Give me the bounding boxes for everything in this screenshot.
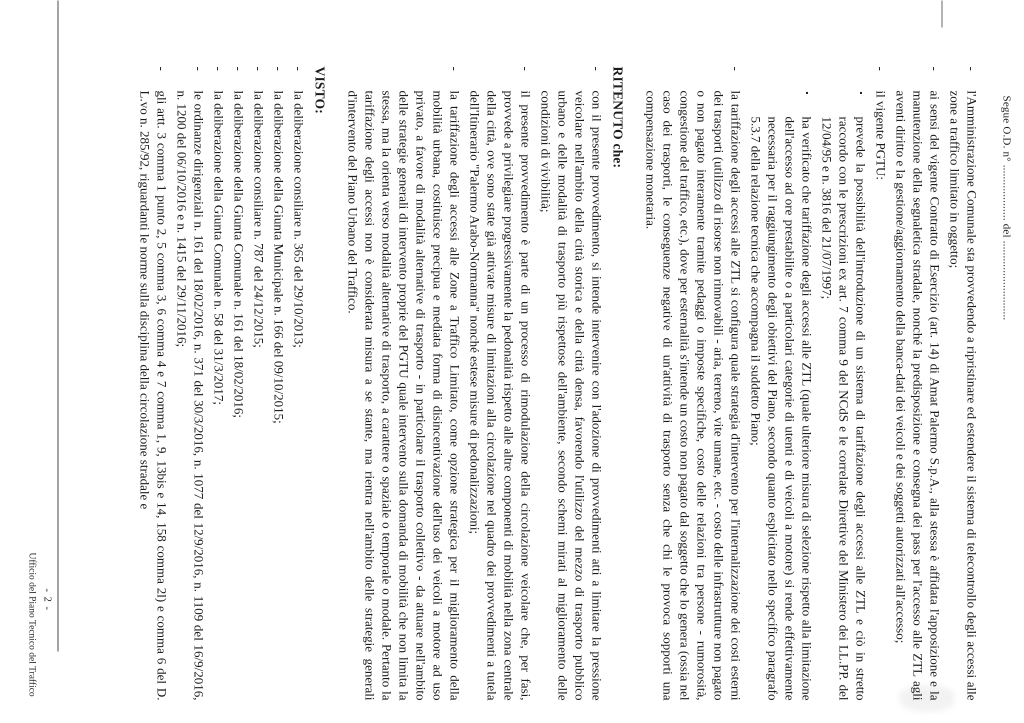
ritenuto-item — [344, 66, 463, 700]
premise-item — [892, 66, 943, 700]
visto-item — [270, 66, 287, 700]
visto-item — [230, 66, 247, 700]
premise-item — [946, 66, 980, 700]
dash-bullet-icon: - — [927, 66, 942, 71]
premise-item — [642, 66, 744, 700]
premise-text: la tariffazione degli accessi alle ZTL si configura quale strategia d'intervento per l'internalizzazione dei costi esterni dei trasporti (utilizzo di risorse non rinnovabili - aria, terreno, vite umane, etc. - costo delle infrastrutture non pagato o non pagato interamente tramite pedaggi o imposte specifiche, costo delle relazioni tra persone - rumorosità, congestione del traffico, etc.), dove per esternalità s'intende un costo non pagato dal soggetto che lo genera (ossia nel caso dei trasporti, le conseguenze negative di un'attività di trasporto senza che chi le provoca sopporti una compensazione monetaria. — [643, 90, 743, 700]
pgtu-subitem — [818, 91, 869, 700]
visto-item — [210, 66, 227, 700]
premise-text: ai sensi del vigente Contratto di Esercizio (art. 14) di Amat Palermo S.p.A., alla stessa è affidata l'apposizione e la manutenzione della segnaletica stradale, nonché la predisposizione e consegna dei pass per l'accesso alle ZTL agli aventi diritto e la gestione/aggiornamento della banca-dati dei veicoli e dei soggetti autorizzati all'accesso; — [893, 90, 942, 700]
dash-bullet-icon: - — [873, 66, 888, 71]
visto-text: la deliberazione della Giunta Comunale n. 58 del 31/3/2017; — [211, 90, 226, 405]
dash-bullet-icon: - — [447, 66, 462, 71]
dash-bullet-icon: - — [291, 66, 306, 71]
visto-text: la deliberazione consiliare n. 365 del 29/10/2013; — [291, 90, 306, 348]
dash-bullet-icon: - — [231, 66, 246, 71]
visto-item — [290, 66, 307, 700]
dash-bullet-icon: - — [251, 66, 266, 71]
visto-text: la deliberazione della Giunta Comunale n. 161 del 18/02/2016; — [231, 90, 246, 418]
premise-text: il vigente PGTU: — [873, 90, 888, 180]
dash-bullet-icon: - — [191, 66, 206, 71]
premise-text: l'Amministrazione Comunale sta provvedendo a ripristinare ed estendere il sistema di telecontrollo degli accessi alle zone a traffico limitato in oggetto; — [947, 90, 979, 700]
dash-bullet-icon: - — [518, 66, 533, 71]
visto-text: gli artt. 3 comma 1 punto 2, 5 comma 3, 6 comma 4 e 7 comma 1, 9, 13bis e 14, 158 comma 2l) e comma 6 del D. L.vo n. 285/92, riguardanti le norme sulla disciplina della circolazione stradale e — [137, 90, 169, 700]
continuation-header: Segue O.D. n° ................... del ........................... — [1000, 95, 1012, 320]
ritenuto-text: la tariffazione degli accessi alle Zone a Traffico Limitato, come opzione strategica per il miglioramento della mobilità urbana, costituisce precipua e mediata forma di disincentivazione dell'uso dei veicoli a motore ad uso privato, a favore di modalità alternative di trasporto - in particolare il trasporto collettivo - da attuare nell'ambito delle strategie generali di intervento proprie del PGTU quale intervento sulla domanda di mobilità che non limita la stessa, ma la orienta verso modalità alternative di trasporto, a carattere o spaziale o temporale o modale. Pertanto la tariffazione degli accessi non è considerata misura a se stante, ma rientra nell'ambito delle strategie generali d'intervento del Piano Urbano del Traffico. — [345, 90, 462, 700]
footer-rule — [57, 0, 58, 651]
premise-item — [872, 66, 889, 700]
visto-text: la deliberazione consiliare n. 787 del 24/12/2015; — [251, 90, 266, 348]
visto-text: la deliberazione della Giunta Municipale n. 166 del 09/10/2015; — [271, 90, 286, 424]
scan-artifact-line — [941, 0, 942, 27]
ritenuto-text: con il presente provvedimento, si intende intervenire con l'adozione di provvedimenti atti a limitare la pressione veicolare nell'ambito della città storica e della città densa, favorendo l'utilizzo del mezzo di trasporto pubblico urbano e delle modalità di trasporto più rispettose dell'ambiente, secondo schemi mirati al miglioramento delle condizioni di vivibilità; — [538, 90, 604, 700]
pgtu-subitem-text: ha verificato che tariffazione degli accessi alle ZTL (quale ulteriore misura di selezione rispetto alla limitazione dell'accesso ad ore prestabilite o a particolari categorie di utenti e di veicoli a motore) si rende effettivamente necessaria per il raggiungimento degli obiettivi del Piano, secondo quanto esplicitato nello specifico paragrafo 5.3.7 della relazione tecnica che accompagna il suddetto Piano; — [748, 116, 814, 700]
square-bullet-icon: ▪ — [802, 91, 811, 94]
dash-bullet-icon: - — [211, 66, 226, 71]
visto-heading: VISTO: — [312, 66, 327, 114]
dash-bullet-icon: - — [271, 66, 286, 71]
ritenuto-item — [466, 66, 534, 700]
dash-bullet-icon: - — [964, 66, 979, 71]
visto-item — [173, 66, 207, 700]
square-bullet-icon: ▪ — [856, 91, 865, 94]
dash-bullet-icon: - — [589, 66, 604, 71]
dash-bullet-icon: - — [728, 66, 743, 71]
pgtu-subitem-text: prevede la possibilità dell'introduzione di un sistema di tariffazione degli accessi alle ZTL e ciò in stretto raccordo con le prescrizioni ex art. 7 comma 9 del NCdS e le correlate Direttive del Ministero dei LL.PP. del 12/04/95 e n. 3816 del 21/07/1997; — [819, 116, 868, 700]
ritenuto-text: il presente provvedimento è parte di un processo di rimodulazione della circolazione veicolare che, per fasi, provvede a privilegiare progressivamente la pedonalità rispetto alle altre componenti di mobilità nella zona centrale della città, ove sono state già attivate misure di limitazioni alla circolazione nel quadro dei provvedimenti a tutela dell'Itinerario "Palermo Arabo-Normanna" nonché estese misure di pedonalizzazioni; — [467, 90, 533, 700]
visto-text: le ordinanze dirigenziali n. 161 del 18/02/2016, n. 371 del 30/3/2016, n. 1077 del 12/9/2016, n. 1109 del 16/9/2016, n. 1200 del 06/10/2016 e n. 1415 del 29/11/2016; — [174, 90, 206, 700]
page-number: - 2 - — [41, 588, 52, 611]
ritenuto-item — [537, 66, 605, 700]
visto-item — [250, 66, 267, 700]
document-body — [133, 66, 980, 700]
visto-item — [136, 66, 170, 700]
dash-bullet-icon: - — [154, 66, 169, 71]
ritenuto-heading: RITENUTO che: — [610, 66, 625, 168]
footer-office-name: Ufficio del Piano Tecnico del Traffico — [26, 552, 36, 697]
pgtu-subitem — [747, 91, 815, 700]
